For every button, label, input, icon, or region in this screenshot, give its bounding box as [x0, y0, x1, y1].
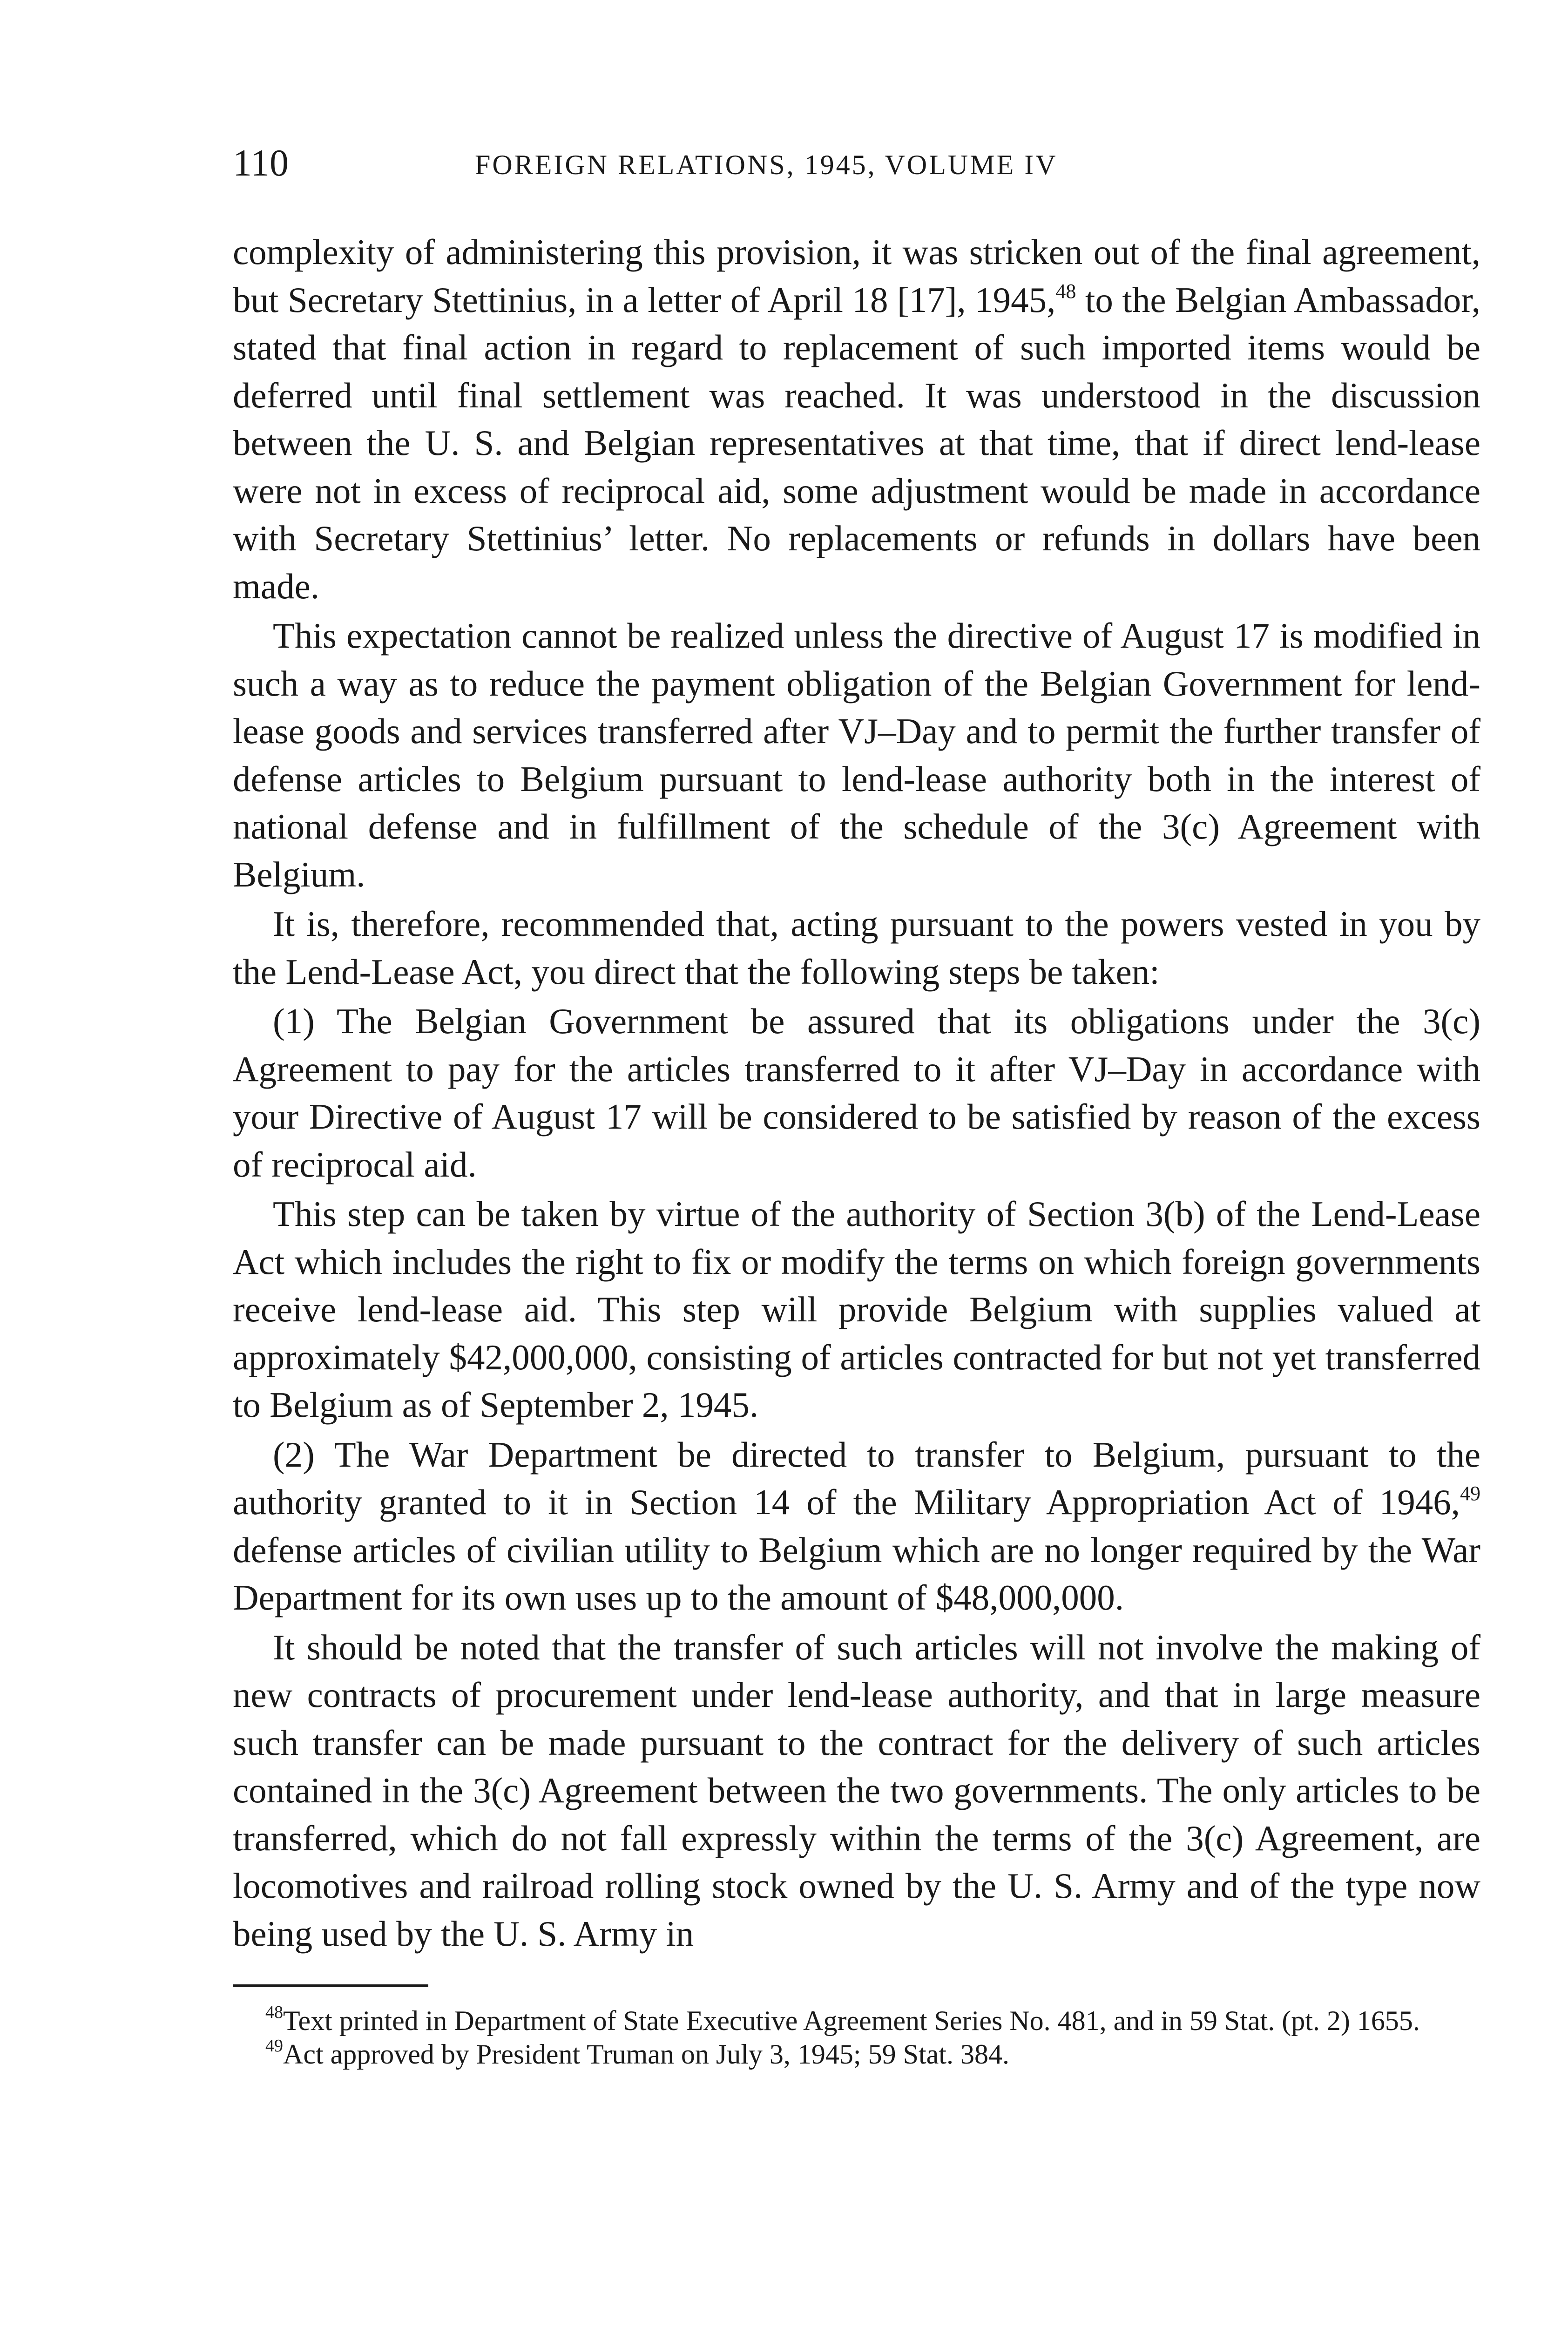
paragraph-6	[233, 1431, 1480, 1622]
paragraph-5: This step can be taken by virtue of the authority of Section 3(b) of the Lend-Lease Act which includes the right to fix or modify the terms on which foreign governments receive lend-lease aid. This step will provide Belgium with supplies valued at approximately $42,000,000, consisting of articles contracted for but not yet transferred to Belgium as of September 2, 1945.	[233, 1194, 1480, 1425]
page-number: 110	[233, 142, 289, 184]
footnote-divider	[233, 1984, 428, 1987]
page-header	[233, 140, 1480, 200]
footnotes	[233, 2004, 1480, 2071]
paragraph-3: It is, therefore, recommended that, acting pursuant to the powers vested in you by the Lend-Lease Act, you direct that the following steps be taken:	[233, 904, 1480, 992]
paragraph-1	[233, 228, 1480, 610]
document-page	[233, 140, 1480, 2071]
footnote-49-mark: 49	[265, 2036, 283, 2056]
footnote-ref-48: 48	[1055, 279, 1076, 303]
paragraph-1-text-b: to the Belgian Ambassador, stated that final action in regard to replacement of such imported items would be deferred until final settlement was reached. It was understood in the discussion between the U. S. and Belgian representatives at that time, that if direct lend-lease were not in excess of reciprocal aid, some adjustment would be made in accordance with Secretary Stettinius’ letter. No replacements or refunds in dollars have been made.	[233, 279, 1480, 606]
paragraph-2: This expectation cannot be realized unless the directive of August 17 is modified in such a way as to reduce the payment obligation of the Belgian Government for lend-lease goods and services transferred after VJ–Day and to permit the further transfer of defense articles to Belgium pursuant to lend-lease authority both in the interest of national defense and in fulfillment of the schedule of the 3(c) Agreement with Belgium.	[233, 616, 1480, 894]
paragraph-1-text-a: complexity of administering this provision, it was stricken out of the final agreement, but Secretary Stettinius, in a letter of April 18 [17], 1945,	[233, 232, 1480, 320]
paragraph-4: (1) The Belgian Government be assured that its obligations under the 3(c) Agreement to pay for the articles transferred to it after VJ–Day in accordance with your Directive of August 17 will be considered to be satisfied by reason of the excess of reciprocal aid.	[233, 1001, 1480, 1184]
footnote-ref-49: 49	[1460, 1482, 1480, 1505]
footnote-48-text: Text printed in Department of State Executive Agreement Series No. 481, and in 59 Stat. (pt. 2) 1655.	[283, 2005, 1420, 2036]
paragraph-6-text-a: (2) The War Department be directed to transfer to Belgium, pursuant to the authority granted to it in Section 14 of the Military Appropriation Act of 1946,	[233, 1434, 1480, 1522]
footnote-49	[233, 2037, 1480, 2071]
footnote-48	[233, 2004, 1480, 2037]
footnote-49-text: Act approved by President Truman on July 3, 1945; 59 Stat. 384.	[283, 2039, 1009, 2070]
paragraph-7: It should be noted that the transfer of such articles will not involve the making of new contracts of procurement under lend-lease authority, and that in large measure such transfer can be made pursuant to the contract for the delivery of such articles contained in the 3(c) Agreement between the two governments. The only articles to be transferred, which do not fall expressly within the terms of the 3(c) Agreement, are locomotives and railroad rolling stock owned by the U. S. Army and of the type now being used by the U. S. Army in	[233, 1627, 1480, 1954]
footnote-48-mark: 48	[265, 2003, 283, 2022]
running-head: FOREIGN RELATIONS, 1945, VOLUME IV	[475, 149, 1058, 180]
paragraph-6-text-b: defense articles of civilian utility to Belgium which are no longer required by the War Department for its own uses up to the amount of $48,000,000.	[233, 1529, 1480, 1617]
body-text	[233, 228, 1480, 1957]
